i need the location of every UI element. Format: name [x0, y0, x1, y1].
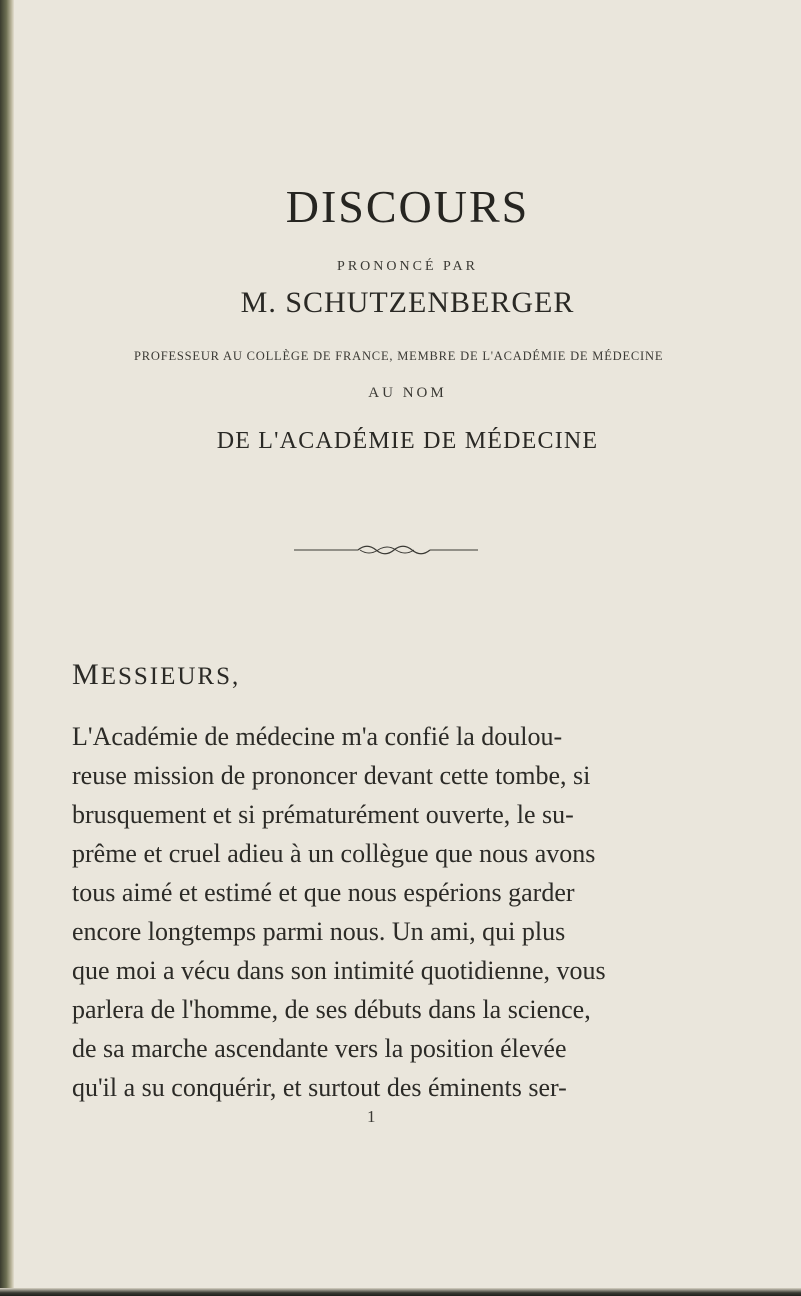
text-line-2: reuse mission de prononcer devant cette tombe, si	[72, 761, 591, 790]
salutation-initial: M	[72, 658, 101, 691]
text-line-4: prême et cruel adieu à un collègue que nous avons	[72, 839, 596, 868]
author-name: M. SCHUTZENBERGER	[240, 286, 575, 319]
institution-name: DE L'ACADÉMIE DE MÉDECINE	[216, 428, 599, 454]
text-line-1: L'Académie de médecine m'a confié la doulou-	[72, 722, 563, 751]
text-line-7: que moi a vécu dans son intimité quotidienne, vous	[72, 956, 606, 985]
on-behalf-line: AU NOM	[368, 385, 447, 401]
page-title: DISCOURS	[285, 181, 530, 232]
ornament-divider	[294, 544, 478, 556]
text-line-6: encore longtemps parmi nous. Un ami, qui plus	[72, 917, 566, 946]
text-line-8: parlera de l'homme, de ses débuts dans la science,	[72, 995, 591, 1024]
text-line-10: qu'il a su conquérir, et surtout des éminents ser-	[72, 1073, 567, 1102]
text-line-9: de sa marche ascendante vers la position élevée	[72, 1034, 567, 1063]
text-line-5: tous aimé et estimé et que nous espérions garder	[72, 878, 575, 907]
author-credentials: PROFESSEUR AU COLLÈGE DE FRANCE, MEMBRE DE L'ACADÉMIE DE MÉDECINE	[134, 349, 664, 363]
page-number: 1	[367, 1107, 376, 1126]
book-page	[14, 0, 801, 1288]
page-bottom-edge	[0, 1288, 801, 1296]
text-line-3: brusquement et si prématurément ouverte, le su-	[72, 800, 574, 829]
salutation-rest: ESSIEURS,	[100, 663, 241, 690]
book-spine-shadow	[0, 0, 14, 1296]
salutation	[72, 658, 240, 692]
pronounced-by-line: PRONONCÉ PAR	[337, 259, 478, 274]
